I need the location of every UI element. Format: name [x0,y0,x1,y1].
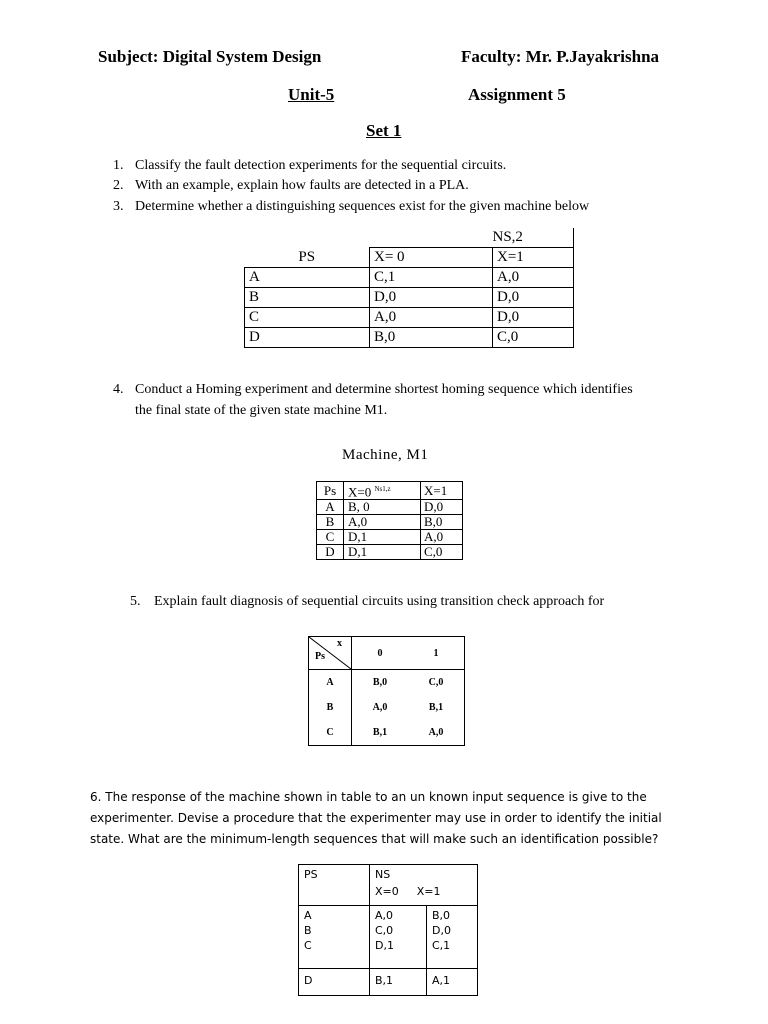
table-cell: D,1 [344,545,421,560]
question-text-line-2: the final state of the given state machine M1. [135,403,388,418]
ns-header: NS,2 [493,228,574,248]
table-cell: A,0 [370,906,427,923]
table-cell-ps: D [299,969,370,996]
x1-header: X=1 [421,482,463,500]
x0-header: X=0 $^{Ns1,z}$ [344,482,421,500]
table-cell-ps: B [299,922,370,937]
table-cell: B,1 [428,702,444,713]
ns-header-cell [370,865,478,906]
table-cell: D,0 [370,288,493,308]
table-cell-ps: D [317,545,344,560]
table-cell-ps: C [309,720,352,746]
table-cell-ps: C [299,937,370,969]
x0-label: X=0 [348,484,372,500]
table-cell: D,1 [344,530,421,545]
x0-header: X=0 [375,885,399,898]
table-cell: A,0 [344,515,421,530]
ps-header: Ps [317,482,344,500]
set-label: Set 1 [366,121,402,140]
x-headers [375,885,472,898]
question-6-line-3: state. What are the minimum-length sequences that will make such an identification possible? [90,832,659,846]
table-cell-ps: A [317,500,344,515]
question-number: 2. [113,178,124,193]
question-number: 4. [113,382,124,397]
table-cell: A,0 [372,702,388,713]
question-text: Explain fault diagnosis of sequential circuits using transition check approach for [154,594,605,609]
table-cell: C,0 [375,924,394,937]
question-1 [113,158,507,174]
table-cell: A,0 [421,530,463,545]
ps-header: PS [298,248,316,265]
table-cell-ps: C [245,308,370,328]
machine-m1-table [316,481,463,560]
table-cell: B,0 [370,328,493,348]
table-cell: C,1 [427,937,478,969]
table-cell: C,0 [424,544,443,560]
table-cell-ps: A [245,268,370,288]
table-cell: D,1 [375,939,394,952]
question-4 [113,382,633,418]
machine-m1-caption: Machine, M1 [342,447,429,463]
question-text: Determine whether a distinguishing sequences exist for the given machine below [135,199,590,214]
table-cell: B,0 [421,515,463,530]
table-cell: B,1 [370,969,427,996]
table-cell: B, 0 [344,500,421,515]
question-number: 3. [113,199,124,214]
table-cell: A,0 [493,268,574,288]
question-2 [113,178,469,194]
assignment-label: Assignment 5 [468,85,566,104]
subject-title: Subject: Digital System Design [98,47,322,66]
table-cell: C,1 [370,268,493,288]
question-number: 5. [130,594,141,609]
x1-header: X=1 [416,885,441,898]
question-text: Conduct a Homing experiment and determine shortest homing sequence which identifies [135,382,633,397]
table-cell-ps: C [317,530,344,545]
col-0-header: 0 [352,637,409,670]
distinguishing-sequence-table [244,228,574,348]
ns-header: NS [375,868,391,881]
ns-sup: Ns [374,485,383,493]
table-cell: B,0 [427,906,478,923]
col-1-header: 1 [408,637,465,670]
table-cell: B,0 [372,677,388,688]
question-5 [130,594,605,610]
ps-header: PS [299,865,370,906]
question-6-line-2: experimenter. Devise a procedure that the experimenter may use in order to identify the initial [90,811,662,825]
ps-header: Ps [315,651,325,662]
x0-header: X= 0 [370,248,493,268]
diagonal-header-cell [309,637,352,670]
table-cell: D,0 [427,922,478,937]
table-cell-ps: B [309,695,352,720]
table-cell: D,0 [493,308,574,328]
table-cell: A,0 [370,308,493,328]
table-cell: A,1 [427,969,478,996]
z-sup: z [387,485,391,493]
question-text: With an example, explain how faults are detected in a PLA. [135,178,469,193]
table-cell: C,0 [493,328,574,348]
unit-label: Unit-5 [288,85,335,104]
table-cell-ps: B [317,515,344,530]
response-table [298,864,478,996]
question-6-line-1: 6. The response of the machine shown in table to an un known input sequence is give to the [90,790,647,804]
table-cell-ps: A [309,670,352,696]
table-cell: D,0 [421,500,463,515]
table-cell-ps: A [299,906,370,923]
question-text: Classify the fault detection experiments for the sequential circuits. [135,158,507,173]
table-cell: C,0 [428,677,444,688]
table-cell-ps: B [245,288,370,308]
table-cell: A,0 [428,727,444,738]
question-3 [113,199,590,215]
transition-check-table [308,636,465,746]
table-cell: B,1 [372,727,388,738]
ns-idx: 1 [382,485,386,493]
x-header: x [337,638,342,649]
x1-header: X=1 [493,248,574,268]
table-cell: D,0 [493,288,574,308]
faculty-name: Faculty: Mr. P.Jayakrishna [461,47,660,66]
question-number: 1. [113,158,124,173]
table-cell-ps: D [245,328,370,348]
